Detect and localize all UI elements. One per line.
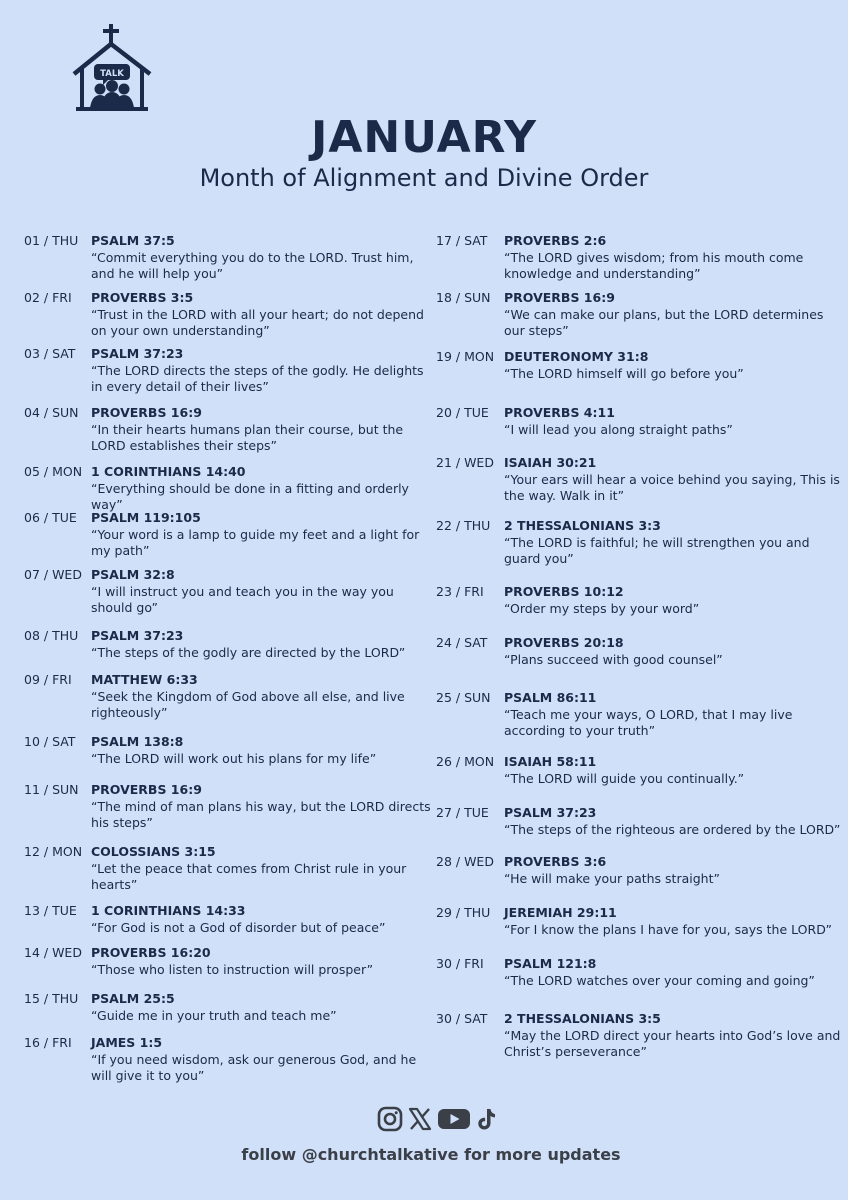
entry-quote: “The steps of the righteous are ordered by the LORD” <box>504 822 841 837</box>
entry-quote: “The LORD directs the steps of the godly. He delights in every detail of their lives” <box>91 363 424 394</box>
social-icons <box>377 1104 496 1134</box>
entry-quote: “Let the peace that comes from Christ rule in your hearts” <box>91 861 407 892</box>
entry-date: 24 / SAT <box>436 635 488 650</box>
entry-reference: ISAIAH 58:11 <box>504 754 597 769</box>
entry-reference: PSALM 37:5 <box>91 233 175 248</box>
entry-reference: ISAIAH 30:21 <box>504 455 597 470</box>
entry-quote: “Order my steps by your word” <box>504 601 700 616</box>
entry-date: 23 / FRI <box>436 584 484 599</box>
entry-date: 11 / SUN <box>24 782 79 797</box>
entry-quote: “Guide me in your truth and teach me” <box>91 1008 337 1023</box>
entry-quote: “The mind of man plans his way, but the LORD directs his steps” <box>91 799 431 830</box>
entry-reference: PSALM 25:5 <box>91 991 175 1006</box>
entry-quote: “Seek the Kingdom of God above all else, and live righteously” <box>91 689 405 720</box>
entry-reference: PROVERBS 2:6 <box>504 233 607 248</box>
entry-date: 17 / SAT <box>436 233 488 248</box>
entry-date: 29 / THU <box>436 905 491 920</box>
entry-date: 07 / WED <box>24 567 82 582</box>
church-icon <box>70 24 154 114</box>
entry-quote: “Trust in the LORD with all your heart; do not depend on your own understanding” <box>91 307 424 338</box>
church-logo <box>70 24 154 114</box>
entry-reference: PROVERBS 20:18 <box>504 635 624 650</box>
follow-text: follow @churchtalkative for more updates <box>241 1145 621 1164</box>
entry-reference: PROVERBS 4:11 <box>504 405 615 420</box>
entry-reference: PSALM 37:23 <box>504 805 597 820</box>
entry-reference: JEREMIAH 29:11 <box>504 905 617 920</box>
entry-quote: “For I know the plans I have for you, says the LORD” <box>504 922 832 937</box>
entry-reference: PROVERBS 16:9 <box>91 782 202 797</box>
entry-reference: PSALM 138:8 <box>91 734 184 749</box>
entry-reference: 2 THESSALONIANS 3:3 <box>504 518 661 533</box>
entry-date: 21 / WED <box>436 455 494 470</box>
entry-reference: DEUTERONOMY 31:8 <box>504 349 649 364</box>
entry-quote: “Everything should be done in a fitting and orderly way” <box>91 481 409 512</box>
entry-date: 09 / FRI <box>24 672 72 687</box>
entry-reference: MATTHEW 6:33 <box>91 672 198 687</box>
entry-reference: 1 CORINTHIANS 14:33 <box>91 903 246 918</box>
entry-quote: “Plans succeed with good counsel” <box>504 652 723 667</box>
entry-date: 20 / TUE <box>436 405 489 420</box>
entry-quote: “He will make your paths straight” <box>504 871 720 886</box>
entry-quote: “May the LORD direct your hearts into God’s love and Christ’s perseverance” <box>504 1028 841 1059</box>
entry-reference: PSALM 32:8 <box>91 567 175 582</box>
entry-reference: PROVERBS 16:9 <box>91 405 202 420</box>
entry-date: 14 / WED <box>24 945 82 960</box>
entry-date: 06 / TUE <box>24 510 77 525</box>
entry-date: 05 / MON <box>24 464 83 479</box>
entry-date: 04 / SUN <box>24 405 79 420</box>
entry-quote: “Your word is a lamp to guide my feet and a light for my path” <box>91 527 420 558</box>
entry-quote: “Commit everything you do to the LORD. Trust him, and he will help you” <box>91 250 414 281</box>
entry-date: 30 / SAT <box>436 1011 488 1026</box>
entry-reference: PSALM 119:105 <box>91 510 201 525</box>
entry-quote: “The LORD watches over your coming and going” <box>504 973 815 988</box>
entry-quote: “Your ears will hear a voice behind you saying, This is the way. Walk in it” <box>504 472 840 503</box>
entry-date: 22 / THU <box>436 518 491 533</box>
entry-quote: “The LORD will guide you continually.” <box>504 771 745 786</box>
x-icon[interactable] <box>408 1107 432 1131</box>
instagram-icon[interactable] <box>377 1106 403 1132</box>
entry-reference: COLOSSIANS 3:15 <box>91 844 216 859</box>
entry-quote: “The LORD is faithful; he will strengthen you and guard you” <box>504 535 810 566</box>
entry-reference: PROVERBS 3:5 <box>91 290 194 305</box>
entry-reference: PSALM 121:8 <box>504 956 597 971</box>
entry-reference: 1 CORINTHIANS 14:40 <box>91 464 246 479</box>
entry-quote: “I will lead you along straight paths” <box>504 422 733 437</box>
entry-reference: PSALM 86:11 <box>504 690 597 705</box>
entry-date: 13 / TUE <box>24 903 77 918</box>
entry-quote: “Those who listen to instruction will prosper” <box>91 962 374 977</box>
entry-date: 30 / FRI <box>436 956 484 971</box>
entry-reference: PROVERBS 16:9 <box>504 290 615 305</box>
logo-text: TALK <box>100 69 124 79</box>
entry-quote: “If you need wisdom, ask our generous God, and he will give it to you” <box>91 1052 417 1083</box>
entry-quote: “The LORD gives wisdom; from his mouth come knowledge and understanding” <box>504 250 804 281</box>
entry-date: 12 / MON <box>24 844 83 859</box>
entry-reference: 2 THESSALONIANS 3:5 <box>504 1011 661 1026</box>
entry-date: 02 / FRI <box>24 290 72 305</box>
entry-date: 03 / SAT <box>24 346 76 361</box>
entry-date: 27 / TUE <box>436 805 489 820</box>
youtube-icon[interactable] <box>437 1107 471 1131</box>
tiktok-icon[interactable] <box>476 1107 496 1131</box>
entry-date: 25 / SUN <box>436 690 491 705</box>
entry-quote: “We can make our plans, but the LORD determines our steps” <box>504 307 824 338</box>
entry-reference: JAMES 1:5 <box>91 1035 163 1050</box>
entry-quote: “The LORD will work out his plans for my life” <box>91 751 377 766</box>
entry-reference: PSALM 37:23 <box>91 346 184 361</box>
entry-date: 08 / THU <box>24 628 79 643</box>
page-title: JANUARY <box>310 112 537 163</box>
page-subtitle: Month of Alignment and Divine Order <box>199 164 649 192</box>
entry-quote: “The steps of the godly are directed by the LORD” <box>91 645 406 660</box>
entry-quote: “Teach me your ways, O LORD, that I may live according to your truth” <box>504 707 793 738</box>
entry-date: 16 / FRI <box>24 1035 72 1050</box>
entry-date: 18 / SUN <box>436 290 491 305</box>
entry-reference: PROVERBS 16:20 <box>91 945 211 960</box>
entry-quote: “For God is not a God of disorder but of peace” <box>91 920 386 935</box>
entry-quote: “I will instruct you and teach you in the way you should go” <box>91 584 394 615</box>
entry-quote: “In their hearts humans plan their course, but the LORD establishes their steps” <box>91 422 404 453</box>
entry-reference: PSALM 37:23 <box>91 628 184 643</box>
entry-date: 10 / SAT <box>24 734 76 749</box>
entry-date: 19 / MON <box>436 349 495 364</box>
entry-reference: PROVERBS 3:6 <box>504 854 607 869</box>
entry-date: 28 / WED <box>436 854 494 869</box>
entry-date: 01 / THU <box>24 233 79 248</box>
entry-reference: PROVERBS 10:12 <box>504 584 624 599</box>
entry-quote: “The LORD himself will go before you” <box>504 366 744 381</box>
entry-date: 26 / MON <box>436 754 495 769</box>
entry-date: 15 / THU <box>24 991 79 1006</box>
